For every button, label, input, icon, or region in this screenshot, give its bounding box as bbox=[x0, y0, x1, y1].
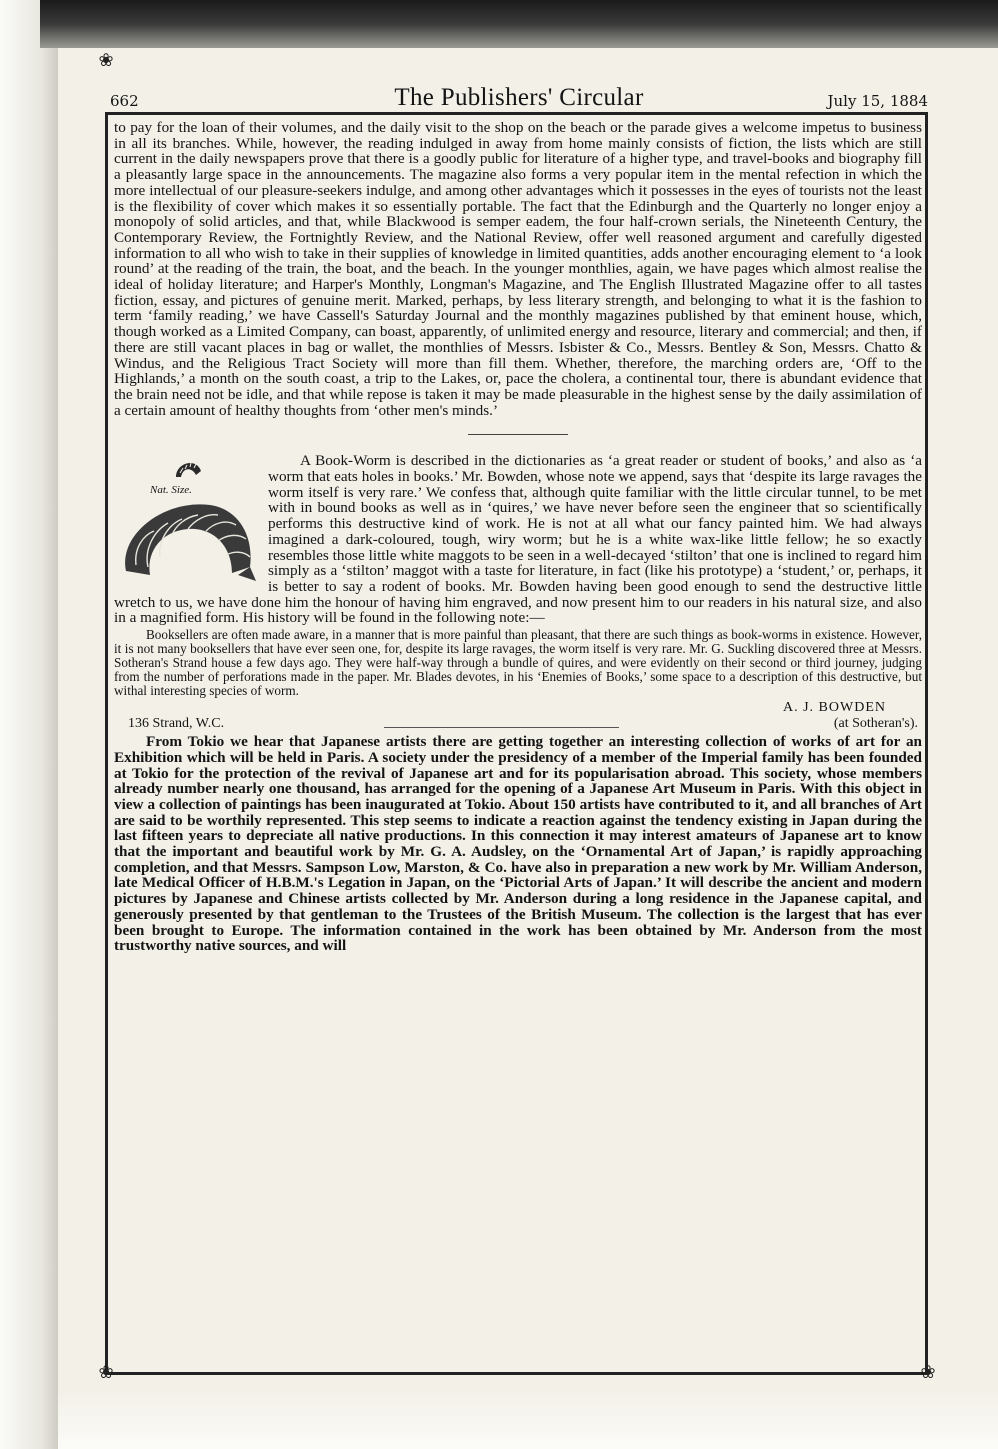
corner-ornament-icon: ❀ bbox=[920, 1362, 936, 1383]
signature-name: A. J. BOWDEN bbox=[783, 700, 886, 716]
bowden-letter bbox=[114, 628, 922, 698]
scan-shadow-top bbox=[40, 0, 998, 48]
worm-natural-size-icon bbox=[172, 455, 204, 483]
page-number: 662 bbox=[110, 92, 139, 110]
frame-rule-right bbox=[925, 112, 928, 1374]
signature-note: (at Sotheran's). bbox=[833, 716, 918, 732]
figure-caption: Nat. Size. bbox=[150, 484, 192, 497]
frame-rule-left bbox=[105, 112, 108, 1374]
journal-title: The Publishers' Circular bbox=[394, 84, 644, 111]
signature-rule bbox=[384, 727, 619, 728]
scan-margin-bottom bbox=[58, 1389, 998, 1449]
japanese-art-section bbox=[114, 734, 922, 954]
scan-margin-left bbox=[0, 0, 58, 1449]
printed-page bbox=[98, 50, 936, 1385]
corner-ornament-icon: ❀ bbox=[98, 1362, 114, 1383]
letter-text: Booksellers are often made aware, in a manner that is more painful than pleasant, that there are such things as book-worms in existence. However, it is not many booksellers that have ever seen one, for, despite its large ravages, the worm itself is very rare. Mr. G. Suckling discovered three at Messrs. Sotheran's Strand house a few days ago. They were half-way through a bundle of quires, and were evidently on their second or third journey, judging from the number of perforations made in the paper. Mr. Blades devotes, in his ‘Enemies of Books,’ some space to a description of this destructive, but withal interesting species of worm. bbox=[114, 627, 922, 699]
section-divider bbox=[468, 434, 568, 435]
running-header bbox=[110, 84, 928, 112]
frame-rule-bottom bbox=[105, 1372, 928, 1375]
signature-address: 136 Strand, W.C. bbox=[128, 716, 225, 732]
article-japanese-art: From Tokio we hear that Japanese artists there are getting together an interesting collection of works of art for an Exhibition which will be held in Paris. A society under the presidency of a member of the Imperial family has been founded at Tokio for the protection of the revival of Japanese art and for its popularisation abroad. This society, whose members already number nearly one thousand, has arranged for the opening of a Japanese Art Museum in Paris. With this object in view a collection of paintings has been inaugurated at Tokio. About 150 artists have contributed to it, and all branches of Art are said to be worthily represented. This step seems to indicate a reaction against the tendency existing in Japan during the last fifteen years to depreciate all native productions. In this connection it may interest amateurs of Japanese art to know that the important and beautiful work by Mr. G. A. Audsley, on the ‘Ornamental Art of Japan,’ is rapidly approaching completion, and that Messrs. Sampson Low, Marston, & Co. have also in preparation a new work by Mr. William Anderson, late Medical Officer of H.B.M.'s Legation in Japan, on the ‘Pictorial Arts of Japan.’ It will describe the ancient and modern pictures by Japanese and Chinese artists collected by Mr. Anderson during a long residence in the Japanese capital, and generously presented by that gentleman to the Trustees of the British Museum. The collection is the largest that has ever been brought to Europe. The information contained in the work has been obtained by Mr. Anderson from the most trustworthy native sources, and will bbox=[114, 733, 922, 955]
issue-date: July 15, 1884 bbox=[827, 92, 928, 110]
article-holiday-reading: to pay for the loan of their volumes, and the daily visit to the shop on the beach or the parade gives a welcome impetus to business in all its branches. While, however, the reading indulged in away from home mainly consists of fiction, the lists which are still current in the daily newspapers prove that there is a goodly public for literature of a higher type, and travel-books and biography fill a pleasantly large space in the announcements. The magazine also forms a very popular item in the mental refection in which the more intellectual of our pleasure-seekers indulge, and among other advantages which it possesses in the eyes of tourists not the least is the flexibility of cover which makes it so essentially portable. The fact that the Edinburgh and the Quarterly no longer enjoy a monopoly of solid articles, and that, while Blackwood is semper eadem, the four half-crown serials, the Nineteenth Century, the Contemporary Review, the Fortnightly Review, and the National Review, offer well reasoned argument and carefully digested information to all who wish to take in their supplies of knowledge in limited quantities, adds another encouraging element to ‘a look round’ at the reading of the train, the boat, and the beach. In the younger monthlies, again, we have pages which almost realise the ideal of holiday literature; and Harper's Monthly, Longman's Magazine, and The English Illustrated Magazine offer to all tastes fiction, essay, and pictures of genuine merit. Marked, perhaps, by less literary strength, and belonging to what it is the fashion to term ‘family reading,’ we have Cassell's Saturday Journal and the monthly magazines published by that eminent house, which, though worked as a Limited Company, can boast, apparently, of unlimited energy and resource, literary and commercial; and then, if there are still vacant places in bag or wallet, the monthlies of Messrs. Isbister & Co., Messrs. Bentley & Son, Messrs. Chatto & Windus, and the Religious Tract Society will more than fill them. Whether, therefore, the marching orders are, ‘Off to the Highlands,’ a month on the south coast, a trip to the Lakes, or, pace the cholera, a continental tour, there is abundant evidence that the brain need not be idle, and that while repose is taken it may be made pleasurable in the highest sense by the daily assimilation of a certain amount of healthy thoughts from ‘other men's minds.’ bbox=[114, 119, 922, 419]
book-worm-engraving bbox=[114, 453, 262, 589]
page-body bbox=[114, 120, 922, 954]
corner-ornament-icon: ❀ bbox=[98, 50, 114, 71]
article-book-worm bbox=[114, 453, 922, 626]
worm-magnified-icon bbox=[114, 495, 260, 587]
letter-signature bbox=[114, 700, 922, 734]
frame-rule-top bbox=[105, 112, 928, 115]
book-worm-intro-text: A Book-Worm is described in the dictionaries as ‘a great reader or student of books,’ and also as ‘a worm that eats holes in books.’ Mr. Bowden, whose note we append, says that ‘despite its large ravages the worm itself is very rare.’ We confess that, although quite familiar with the little circular tunnel, to be met with in bound books as well as in ‘quires,’ we have never before seen the engineer that so scientifically performs this destructive kind of work. He is not at all what our fancy painted him. We had always imagined a dark-coloured, tough, wiry worm; but he is a white wax-like little fellow; he so exactly resembles those little white maggots to be seen in a well-decayed ‘stilton’ that one is inclined to regard him simply as a ‘stilton’ maggot with a taste for literature, in fact (like his prototype) a ‘student,’ or, perhaps, it is better to say a rodent of books. Mr. Bowden having been good enough to send the destructive little wretch to us, we have done him the honour of having him engraved, and now present him to our readers in his natural size, and also in a magnified form. His history will be found in the following note:— bbox=[114, 452, 922, 627]
